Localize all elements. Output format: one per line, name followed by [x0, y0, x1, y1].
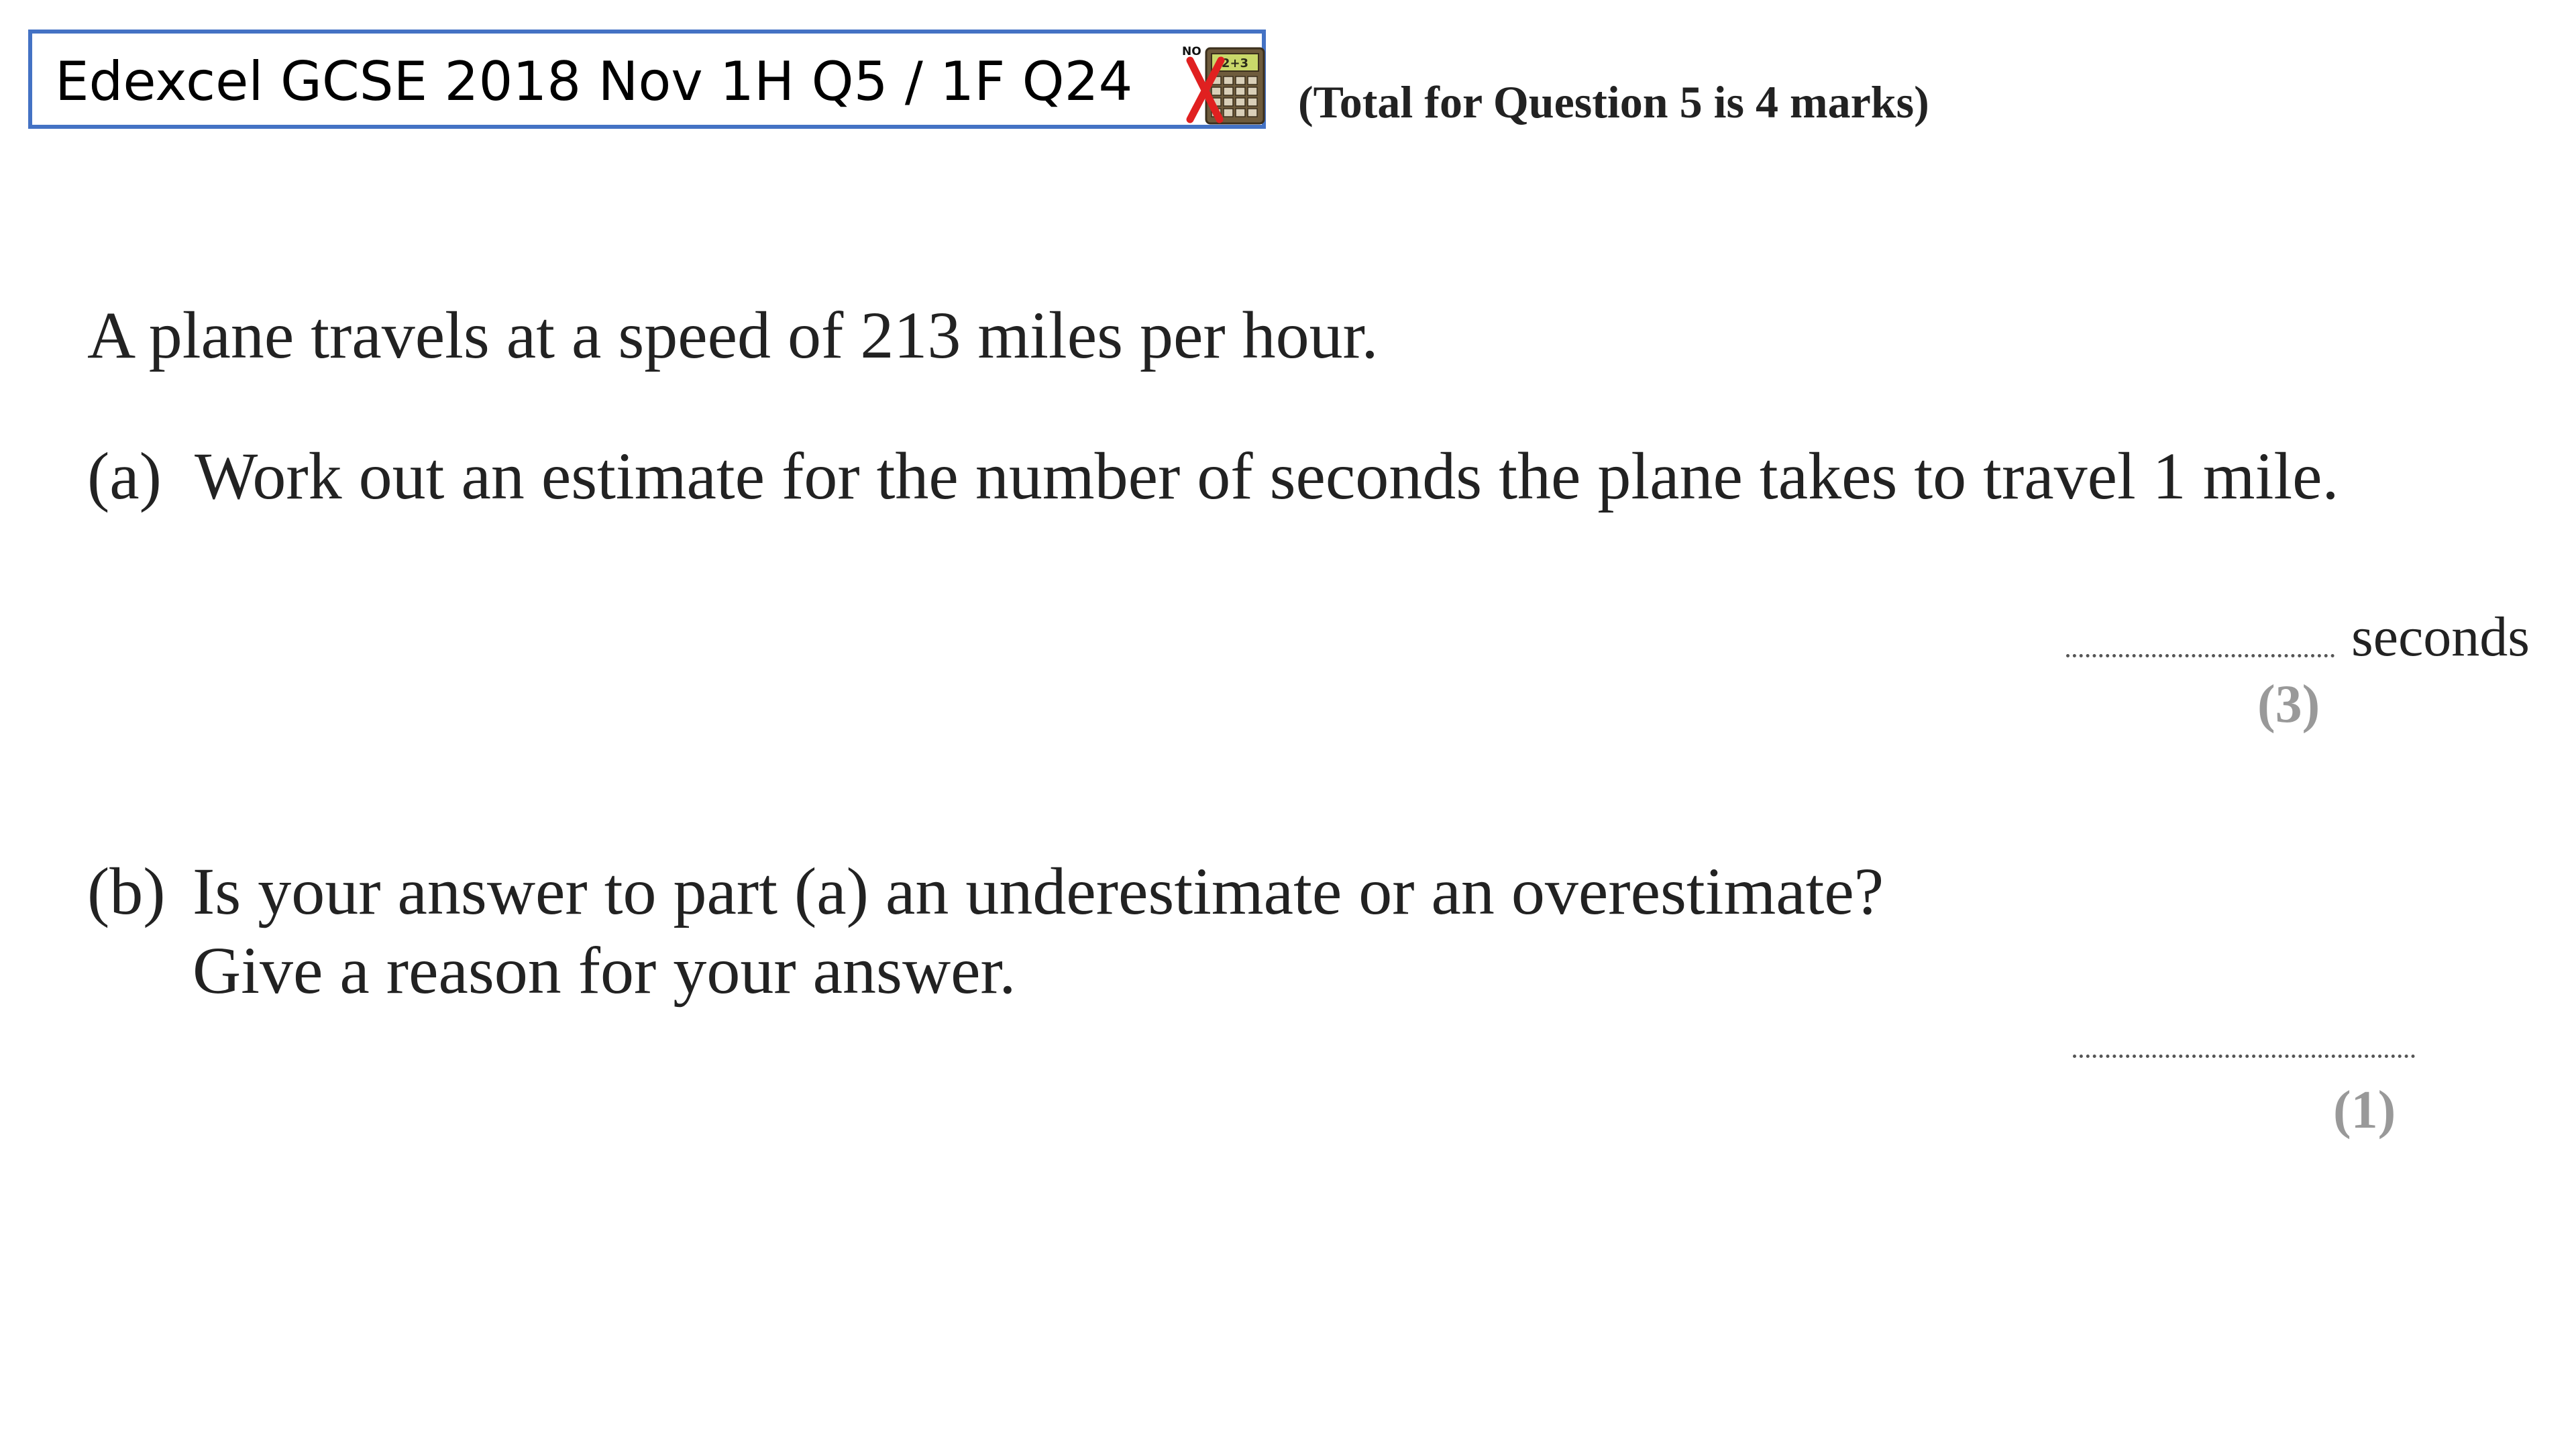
part-b-marks: (1) — [2333, 1081, 2396, 1140]
no-label: NO — [1182, 45, 1201, 58]
answer-a-line[interactable] — [2066, 654, 2334, 657]
total-marks: (Total for Question 5 is 4 marks) — [1298, 76, 1929, 127]
title-box — [28, 30, 1266, 129]
part-b-label: (b) — [87, 854, 166, 928]
part-a-text: Work out an estimate for the number of seconds the plane takes to travel 1 mile. — [195, 439, 2339, 513]
part-b — [87, 852, 1884, 1010]
part-a-marks: (3) — [2257, 675, 2320, 734]
calculator-screen-label: 2+3 — [1221, 56, 1249, 70]
answer-b-line[interactable] — [2073, 1055, 2415, 1058]
part-a-label: (a) — [87, 439, 162, 513]
page-title: Edexcel GCSE 2018 Nov 1H Q5 / 1F Q24 — [55, 50, 1133, 113]
part-a — [87, 436, 2339, 517]
question-stem: A plane travels at a speed of 213 miles per hour. — [87, 298, 1379, 372]
no-calculator-icon — [1181, 40, 1268, 127]
part-b-text-2: Give a reason for your answer. — [193, 933, 1016, 1008]
answer-a-unit: seconds — [2351, 606, 2530, 668]
part-b-text-1: Is your answer to part (a) an underestimate or an overestimate? — [193, 854, 1884, 928]
part-b-line-1 — [87, 852, 1884, 931]
